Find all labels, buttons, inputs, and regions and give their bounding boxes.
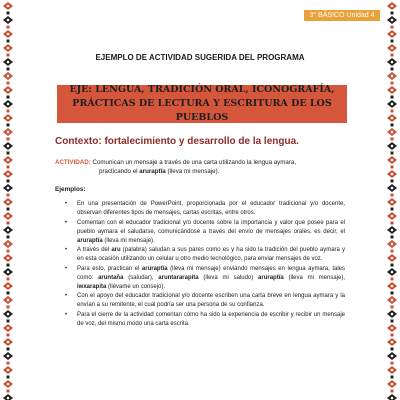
border-motif bbox=[387, 156, 397, 169]
example-text: (llévame un consejo). bbox=[106, 283, 166, 290]
border-motif bbox=[3, 352, 13, 365]
activity-text-1: Comunican un mensaje a través de una carta utilizando la lengua aymara, bbox=[90, 159, 297, 166]
example-term: aruraptïa bbox=[141, 265, 168, 272]
border-motif bbox=[3, 128, 13, 141]
example-text: Con el apoyo del educador tradicional y/o docente escriben una carta breve en lengua aymara y la envían a su remitente, el cual podría ser una persona de su confianza. bbox=[77, 293, 345, 308]
border-motif bbox=[3, 338, 13, 351]
context-heading: Contexto: fortalecimiento y desarrollo de la lengua. bbox=[55, 136, 299, 147]
border-motif bbox=[387, 296, 397, 309]
border-motif bbox=[387, 114, 397, 127]
example-item-2 bbox=[77, 219, 345, 246]
program-title: EJEMPLO DE ACTIVIDAD SUGERIDA DEL PROGRAMA bbox=[95, 53, 305, 62]
example-text: Para el cierre de la actividad comentan cómo ha sido la experiencia de escribir y recibir un mensaje de voz, del mismo modo una carta escrita. bbox=[77, 311, 345, 327]
example-text: (lleva mi mensaje), bbox=[283, 274, 345, 281]
border-motif bbox=[387, 310, 397, 323]
border-motif bbox=[387, 352, 397, 365]
border-motif bbox=[3, 240, 13, 253]
activity-description bbox=[55, 158, 345, 176]
example-text: En una presentación de PowerPoint, proporcionada por el educador tradicional y/o docente, observan diferentes tipos de mensajes, cartas escritas, entre otros. bbox=[77, 201, 345, 216]
activity-label: ACTIVIDAD: bbox=[55, 159, 91, 166]
examples-heading: Ejemplos: bbox=[55, 186, 86, 193]
border-motif bbox=[3, 156, 13, 169]
border-motif bbox=[3, 366, 13, 379]
example-term: aruraptïa bbox=[258, 274, 284, 281]
border-motif bbox=[387, 184, 397, 197]
banner-line-1: EJE: LENGUA, TRADICIÓN ORAL, ICONOGRAFÍA, bbox=[69, 84, 335, 95]
example-term: aruraptïa bbox=[77, 237, 103, 244]
example-term: aruntaña bbox=[98, 274, 124, 281]
border-motif bbox=[3, 268, 13, 281]
example-text: (palabra) saludan a sus pares como es y ha sido la tradición del pueblo aymara y en esta ocasión utilizando un celular u otro medio tecnológico, para enviar mensajes de voz. bbox=[77, 247, 345, 262]
activity-term: aruraptïa bbox=[139, 168, 166, 175]
example-item-6 bbox=[77, 311, 345, 329]
border-motif bbox=[387, 170, 397, 183]
grade-unit-badge: 3° BÁSICO Unidad 4 bbox=[304, 10, 380, 21]
example-text: (lleva mi mensaje). bbox=[102, 237, 155, 244]
examples-list bbox=[55, 200, 345, 329]
example-term: aruntararapita bbox=[158, 274, 199, 281]
example-text: (lleva mi saludo) bbox=[198, 274, 259, 281]
border-motif bbox=[387, 282, 397, 295]
example-text: Comentan con el educador tradicional y/o docente sobre la importancia y valor que posee para el pueblo aymara el saludarse, comunicándose a través del envío de mensajes orales, es decir, el bbox=[77, 219, 345, 235]
example-term: iwxarapita bbox=[77, 283, 107, 290]
border-motif bbox=[387, 324, 397, 337]
border-motif bbox=[3, 114, 13, 127]
border-motif bbox=[387, 226, 397, 239]
border-motif bbox=[3, 198, 13, 211]
example-term: aru bbox=[111, 247, 121, 253]
border-motif bbox=[3, 324, 13, 337]
border-motif bbox=[387, 2, 397, 15]
example-text: Para esto, practican el bbox=[77, 265, 142, 272]
border-motif bbox=[387, 86, 397, 99]
border-motif bbox=[3, 184, 13, 197]
border-motif bbox=[387, 380, 397, 393]
border-motif bbox=[387, 128, 397, 141]
example-item-4 bbox=[77, 265, 345, 292]
border-motif bbox=[3, 282, 13, 295]
activity-text-2-post: (lleva mi mensaje). bbox=[165, 168, 220, 175]
border-motif bbox=[387, 240, 397, 253]
border-motif bbox=[387, 100, 397, 113]
border-motif bbox=[3, 394, 13, 400]
border-motif bbox=[3, 310, 13, 323]
border-motif bbox=[387, 142, 397, 155]
border-motif bbox=[387, 212, 397, 225]
border-motif bbox=[3, 254, 13, 267]
border-motif bbox=[3, 16, 13, 29]
border-motif bbox=[3, 380, 13, 393]
example-text: (saludar), bbox=[123, 274, 159, 281]
border-motif bbox=[3, 142, 13, 155]
border-motif bbox=[387, 72, 397, 85]
example-item-5 bbox=[77, 292, 345, 310]
border-motif bbox=[3, 296, 13, 309]
border-motif bbox=[387, 268, 397, 281]
border-motif bbox=[387, 366, 397, 379]
activity-text-2-pre: practicando el bbox=[99, 168, 140, 175]
border-motif bbox=[387, 16, 397, 29]
border-motif bbox=[3, 170, 13, 183]
example-item-3 bbox=[77, 246, 345, 264]
border-motif bbox=[3, 100, 13, 113]
border-motif bbox=[3, 30, 13, 43]
border-motif bbox=[387, 338, 397, 351]
border-motif bbox=[3, 2, 13, 15]
example-text: A través del bbox=[77, 247, 112, 253]
border-motif bbox=[3, 226, 13, 239]
example-text: (lleva mi mensaje) enviando mensajes en lengua aymara, tales como: bbox=[77, 265, 346, 281]
border-motif bbox=[387, 30, 397, 43]
border-motif bbox=[387, 198, 397, 211]
border-motif bbox=[3, 212, 13, 225]
border-motif bbox=[3, 72, 13, 85]
border-motif bbox=[387, 394, 397, 400]
axis-banner bbox=[57, 85, 347, 123]
banner-line-2: PRÁCTICAS DE LECTURA Y ESCRITURA DE LOS PUEBLOS bbox=[72, 98, 332, 123]
border-motif bbox=[387, 254, 397, 267]
example-item-1 bbox=[77, 200, 345, 218]
border-motif bbox=[3, 86, 13, 99]
